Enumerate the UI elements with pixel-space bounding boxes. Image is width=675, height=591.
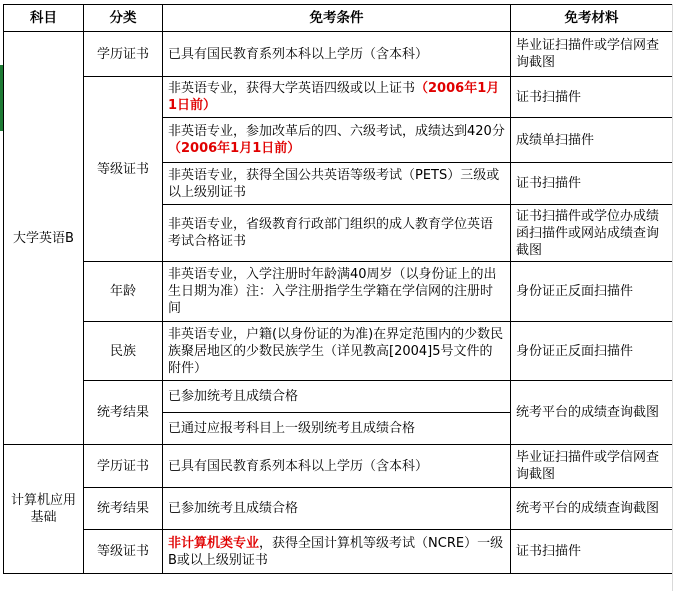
condition-text: ，获得全国计算机等级考试（NCRE）一级B或以上级别证书 xyxy=(168,535,504,568)
category-cell[interactable]: 学历证书 xyxy=(84,32,163,77)
header-conditions: 免考条件 xyxy=(163,5,511,32)
table-row xyxy=(4,530,673,574)
condition-cell[interactable]: 非英语专业，获得全国公共英语等级考试（PETS）三级或以上级别证书 xyxy=(163,163,511,205)
condition-cell[interactable]: 已具有国民教育系列本科以上学历（含本科） xyxy=(163,445,511,488)
category-cell[interactable]: 年龄 xyxy=(84,262,163,322)
condition-cell[interactable] xyxy=(163,118,511,163)
condition-text: 非英语专业，参加改革后的四、六级考试，成绩达到420分 xyxy=(168,124,505,139)
header-materials: 免考材料 xyxy=(511,5,673,32)
exemption-table xyxy=(3,4,673,574)
category-cell[interactable]: 统考结果 xyxy=(84,488,163,530)
condition-cell[interactable]: 已参加统考且成绩合格 xyxy=(163,381,511,413)
material-cell[interactable]: 证书扫描件 xyxy=(511,163,673,205)
header-subject: 科目 xyxy=(4,5,84,32)
table-row xyxy=(4,488,673,530)
table-row xyxy=(4,77,673,118)
category-cell[interactable]: 统考结果 xyxy=(84,381,163,445)
material-cell[interactable]: 证书扫描件或学位办成绩函扫描件或网站成绩查询截图 xyxy=(511,205,673,262)
table-row xyxy=(4,322,673,381)
category-cell[interactable]: 民族 xyxy=(84,322,163,381)
condition-cell[interactable]: 已参加统考且成绩合格 xyxy=(163,488,511,530)
material-cell[interactable]: 毕业证扫描件或学信网查询截图 xyxy=(511,32,673,77)
category-cell[interactable]: 学历证书 xyxy=(84,445,163,488)
condition-cell[interactable]: 非英语专业，入学注册时年龄满40周岁（以身份证上的出生日期为准）注：入学注册指学生学籍在学信网的注册时间 xyxy=(163,262,511,322)
condition-cell[interactable] xyxy=(163,77,511,118)
subject-cell-computer[interactable]: 计算机应用基础 xyxy=(4,445,84,574)
date-highlight: （2006年1月1日前） xyxy=(168,81,500,113)
table-row xyxy=(4,445,673,488)
subject-cell-english[interactable]: 大学英语B xyxy=(4,32,84,445)
material-cell[interactable]: 毕业证扫描件或学信网查询截图 xyxy=(511,445,673,488)
material-cell[interactable]: 身份证正反面扫描件 xyxy=(511,262,673,322)
date-highlight: （2006年1月1日前） xyxy=(168,141,301,156)
major-highlight: 非计算机类专业 xyxy=(168,535,260,551)
header-category: 分类 xyxy=(84,5,163,32)
condition-cell[interactable]: 非英语专业，户籍(以身份证的为准)在界定范围内的少数民族聚居地区的少数民族学生（详见教高[2004]5号文件的附件） xyxy=(163,322,511,381)
condition-cell[interactable]: 已具有国民教育系列本科以上学历（含本科） xyxy=(163,32,511,77)
table-row xyxy=(4,262,673,322)
category-cell[interactable]: 等级证书 xyxy=(84,530,163,574)
table-row xyxy=(4,32,673,77)
material-cell[interactable]: 身份证正反面扫描件 xyxy=(511,322,673,381)
condition-text: 非英语专业，获得大学英语四级或以上证书 xyxy=(168,81,416,96)
material-cell[interactable]: 证书扫描件 xyxy=(511,530,673,574)
condition-cell[interactable]: 非英语专业，省级教育行政部门组织的成人教育学位英语考试合格证书 xyxy=(163,205,511,262)
condition-cell[interactable] xyxy=(163,530,511,574)
header-row xyxy=(4,5,673,32)
condition-cell[interactable]: 已通过应报考科目上一级别统考且成绩合格 xyxy=(163,413,511,445)
material-cell[interactable]: 统考平台的成绩查询截图 xyxy=(511,381,673,445)
material-cell[interactable]: 成绩单扫描件 xyxy=(511,118,673,163)
table-row xyxy=(4,381,673,413)
material-cell[interactable]: 统考平台的成绩查询截图 xyxy=(511,488,673,530)
material-cell[interactable]: 证书扫描件 xyxy=(511,77,673,118)
category-cell[interactable]: 等级证书 xyxy=(84,77,163,262)
